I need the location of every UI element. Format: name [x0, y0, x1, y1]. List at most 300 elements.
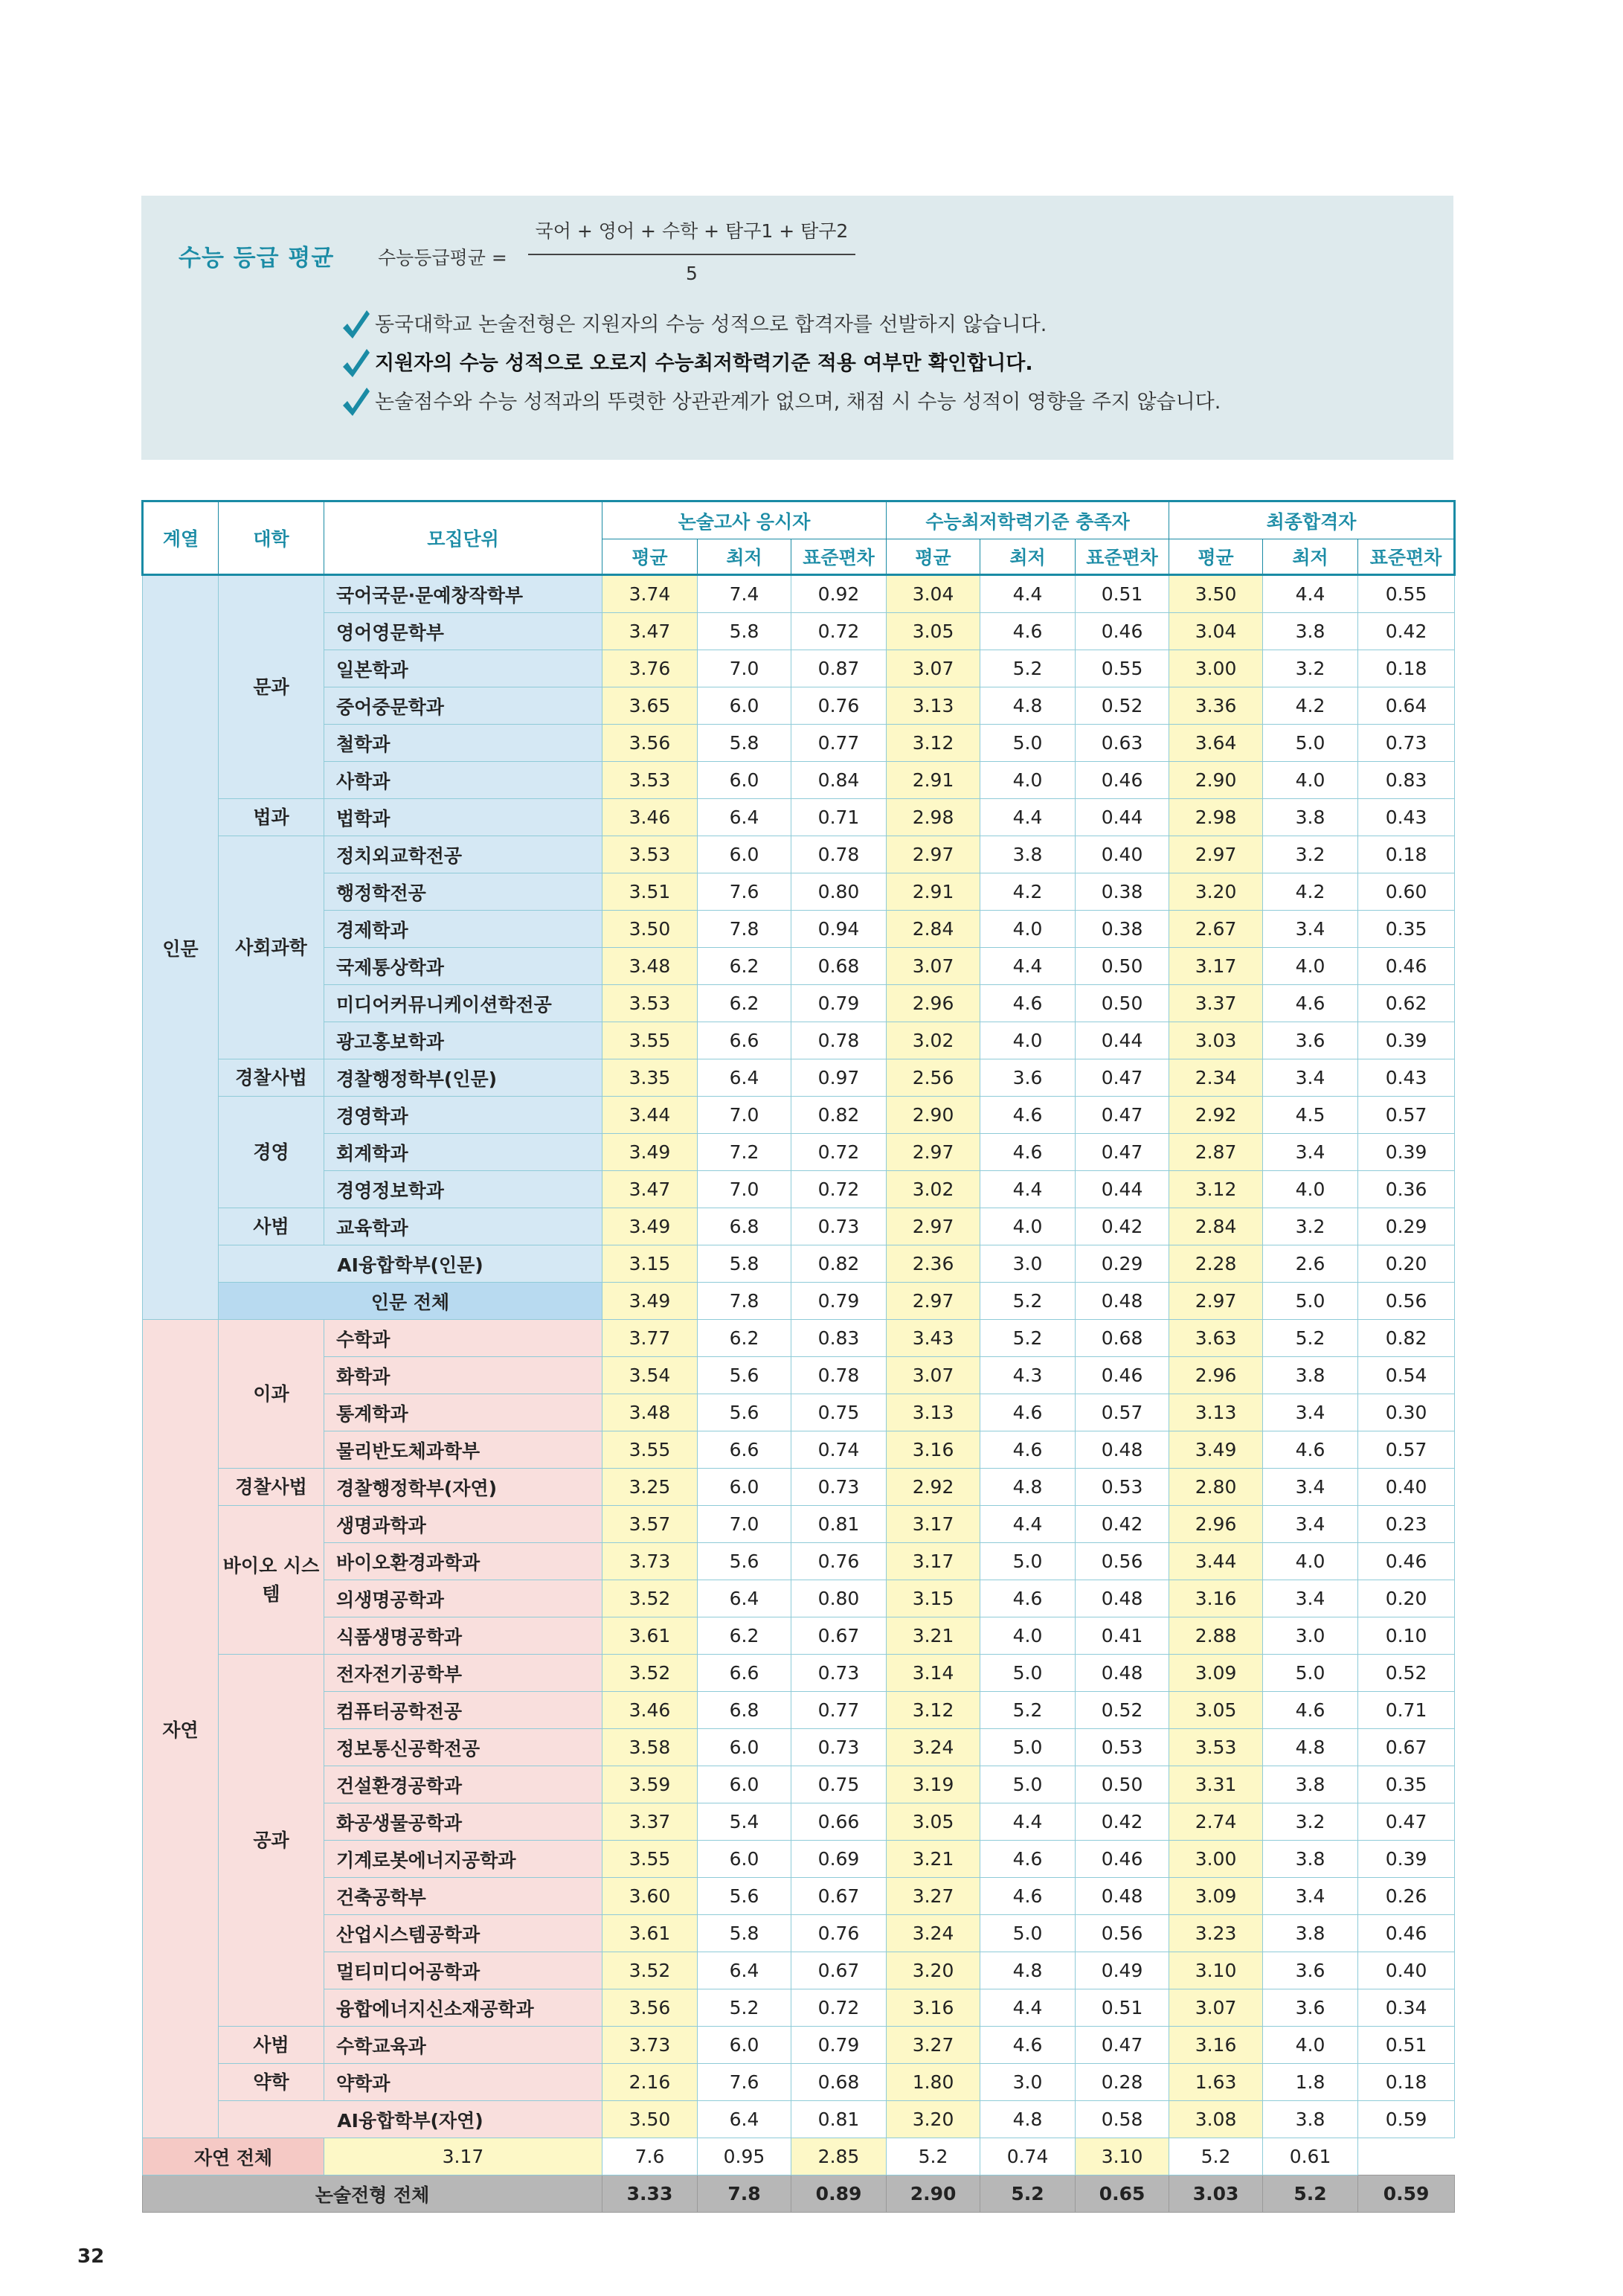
min-cell: 3.0 — [1263, 1617, 1358, 1655]
table-row — [143, 2138, 1455, 2175]
avg-cell: 2.97 — [887, 836, 980, 873]
table-row — [143, 1283, 1455, 1320]
college-cell: 이과 — [219, 1320, 324, 1469]
std-cell: 0.57 — [1076, 1394, 1169, 1431]
min-cell: 6.6 — [698, 1022, 791, 1059]
min-cell: 6.0 — [698, 762, 791, 799]
min-cell: 3.4 — [1263, 1134, 1358, 1171]
min-cell: 4.0 — [980, 762, 1076, 799]
std-cell: 0.80 — [791, 873, 887, 911]
table-row — [143, 1878, 1455, 1915]
avg-cell: 3.49 — [1169, 1431, 1263, 1469]
min-cell: 4.4 — [980, 1803, 1076, 1841]
std-cell: 0.46 — [1076, 1841, 1169, 1878]
college-cell: 바이오 시스템 — [219, 1506, 324, 1655]
avg-cell: 2.92 — [1169, 1097, 1263, 1134]
min-cell: 6.0 — [698, 836, 791, 873]
avg-cell: 2.36 — [887, 1245, 980, 1283]
std-cell: 0.76 — [791, 687, 887, 725]
std-cell: 0.67 — [791, 1878, 887, 1915]
table-row — [143, 1022, 1455, 1059]
avg-cell: 3.48 — [602, 948, 698, 985]
min-cell: 6.4 — [698, 1059, 791, 1097]
min-cell: 4.8 — [1263, 1729, 1358, 1766]
std-cell: 0.94 — [791, 911, 887, 948]
avg-cell: 2.98 — [887, 799, 980, 836]
college-cell: 사범 — [219, 1208, 324, 1245]
std-cell: 0.18 — [1358, 2064, 1455, 2101]
min-cell: 7.4 — [698, 575, 791, 613]
unit-cell: 식품생명공학과 — [324, 1617, 602, 1655]
min-cell: 4.6 — [980, 2027, 1076, 2064]
avg-cell: 3.52 — [602, 1580, 698, 1617]
min-cell: 5.2 — [698, 1989, 791, 2027]
min-cell: 2.6 — [1263, 1245, 1358, 1283]
avg-cell: 2.96 — [1169, 1506, 1263, 1543]
avg-cell: 3.56 — [602, 725, 698, 762]
min-cell: 4.6 — [980, 613, 1076, 650]
avg-cell: 3.25 — [602, 1469, 698, 1506]
grand-total-label: 논술전형 전체 — [143, 2175, 602, 2213]
std-cell: 0.66 — [791, 1803, 887, 1841]
std-cell: 0.58 — [1076, 2101, 1169, 2138]
std-cell: 0.57 — [1358, 1431, 1455, 1469]
avg-cell: 3.16 — [1169, 2027, 1263, 2064]
avg-cell: 3.50 — [1169, 575, 1263, 613]
min-cell: 5.2 — [1263, 2175, 1358, 2213]
min-cell: 4.6 — [980, 1580, 1076, 1617]
std-cell: 0.35 — [1358, 1766, 1455, 1803]
std-cell: 0.67 — [1358, 1729, 1455, 1766]
avg-cell: 3.37 — [1169, 985, 1263, 1022]
avg-cell: 3.76 — [602, 650, 698, 687]
min-cell: 5.6 — [698, 1878, 791, 1915]
avg-cell: 3.51 — [602, 873, 698, 911]
min-cell: 4.4 — [980, 1506, 1076, 1543]
std-cell: 0.72 — [791, 613, 887, 650]
std-cell: 0.52 — [1076, 687, 1169, 725]
unit-cell: 일본학과 — [324, 650, 602, 687]
table-row — [143, 1357, 1455, 1394]
std-cell: 0.67 — [791, 1952, 887, 1989]
table-row — [143, 1506, 1455, 1543]
std-cell: 0.65 — [1076, 2175, 1169, 2213]
unit-cell: 국어국문·문예창작학부 — [324, 575, 602, 613]
std-cell: 0.47 — [1076, 1097, 1169, 1134]
std-cell: 0.51 — [1076, 1989, 1169, 2027]
table-row — [143, 1803, 1455, 1841]
avg-cell: 3.19 — [887, 1766, 980, 1803]
unit-cell: 전자전기공학부 — [324, 1655, 602, 1692]
college-cell: 사범 — [219, 2027, 324, 2064]
avg-cell: 2.84 — [887, 911, 980, 948]
avg-cell: 3.00 — [1169, 1841, 1263, 1878]
avg-cell: 3.05 — [887, 613, 980, 650]
min-cell: 4.8 — [980, 1469, 1076, 1506]
avg-cell: 3.13 — [887, 687, 980, 725]
min-cell: 7.6 — [602, 2138, 698, 2175]
unit-cell: 국제통상학과 — [324, 948, 602, 985]
header-min: 최저 — [1263, 539, 1358, 575]
std-cell: 0.34 — [1358, 1989, 1455, 2027]
min-cell: 7.8 — [698, 911, 791, 948]
table-row — [143, 1617, 1455, 1655]
avg-cell: 3.73 — [602, 1543, 698, 1580]
avg-cell: 3.58 — [602, 1729, 698, 1766]
min-cell: 6.2 — [698, 985, 791, 1022]
min-cell: 4.0 — [1263, 1171, 1358, 1208]
min-cell: 5.8 — [698, 1245, 791, 1283]
min-cell: 3.4 — [1263, 1580, 1358, 1617]
subtotal-label: 인문 전체 — [219, 1283, 602, 1320]
header-avg: 평균 — [887, 539, 980, 575]
table-row — [143, 2027, 1455, 2064]
avg-cell: 3.46 — [602, 1692, 698, 1729]
min-cell: 4.5 — [1263, 1097, 1358, 1134]
min-cell: 4.6 — [980, 1394, 1076, 1431]
std-cell: 0.68 — [791, 2064, 887, 2101]
std-cell: 0.78 — [791, 1022, 887, 1059]
std-cell: 0.53 — [1076, 1729, 1169, 1766]
unit-cell: 산업시스템공학과 — [324, 1915, 602, 1952]
std-cell: 0.35 — [1358, 911, 1455, 948]
header-group-final: 최종합격자 — [1169, 501, 1455, 539]
info-title: 수능 등급 평균 — [179, 245, 335, 272]
std-cell: 0.75 — [791, 1394, 887, 1431]
avg-cell: 2.92 — [887, 1469, 980, 1506]
table-row — [143, 687, 1455, 725]
std-cell: 0.40 — [1076, 836, 1169, 873]
unit-cell: 수학교육과 — [324, 2027, 602, 2064]
avg-cell: 2.67 — [1169, 911, 1263, 948]
std-cell: 0.72 — [791, 1134, 887, 1171]
table-row — [143, 650, 1455, 687]
avg-cell: 3.10 — [1169, 1952, 1263, 1989]
std-cell: 0.39 — [1358, 1841, 1455, 1878]
unit-cell: 회계학과 — [324, 1134, 602, 1171]
table-row — [143, 2101, 1455, 2138]
min-cell: 5.8 — [698, 725, 791, 762]
avg-cell: 2.90 — [887, 2175, 980, 2213]
std-cell: 0.78 — [791, 836, 887, 873]
min-cell: 5.0 — [1263, 1655, 1358, 1692]
header-college: 대학 — [219, 501, 324, 575]
table-row — [143, 1469, 1455, 1506]
avg-cell: 3.09 — [1169, 1878, 1263, 1915]
std-cell: 0.56 — [1076, 1915, 1169, 1952]
avg-cell: 3.02 — [887, 1171, 980, 1208]
std-cell: 0.73 — [791, 1208, 887, 1245]
min-cell: 4.6 — [980, 1841, 1076, 1878]
header-min: 최저 — [698, 539, 791, 575]
avg-cell: 3.09 — [1169, 1655, 1263, 1692]
std-cell: 0.48 — [1076, 1580, 1169, 1617]
unit-cell: 통계학과 — [324, 1394, 602, 1431]
std-cell: 0.29 — [1358, 1208, 1455, 1245]
min-cell: 4.0 — [980, 1208, 1076, 1245]
min-cell: 3.4 — [1263, 911, 1358, 948]
avg-cell: 2.97 — [887, 1134, 980, 1171]
college-cell: 약학 — [219, 2064, 324, 2101]
avg-cell: 2.80 — [1169, 1469, 1263, 1506]
table-row — [143, 1580, 1455, 1617]
avg-cell: 3.15 — [887, 1580, 980, 1617]
std-cell: 0.51 — [1358, 2027, 1455, 2064]
min-cell: 3.4 — [1263, 1469, 1358, 1506]
std-cell: 0.46 — [1076, 613, 1169, 650]
std-cell: 0.48 — [1076, 1283, 1169, 1320]
std-cell: 0.76 — [791, 1543, 887, 1580]
min-cell: 5.2 — [980, 1283, 1076, 1320]
avg-cell: 3.20 — [887, 1952, 980, 1989]
table-header — [143, 501, 1455, 575]
unit-cell: 경영학과 — [324, 1097, 602, 1134]
min-cell: 6.2 — [698, 1320, 791, 1357]
avg-cell: 3.21 — [887, 1617, 980, 1655]
std-cell: 0.81 — [791, 1506, 887, 1543]
std-cell: 0.59 — [1358, 2101, 1455, 2138]
avg-cell: 3.24 — [887, 1915, 980, 1952]
avg-cell: 3.16 — [887, 1431, 980, 1469]
avg-cell: 3.12 — [887, 725, 980, 762]
min-cell: 1.8 — [1263, 2064, 1358, 2101]
min-cell: 3.8 — [1263, 1357, 1358, 1394]
std-cell: 0.47 — [1076, 2027, 1169, 2064]
std-cell: 0.52 — [1076, 1692, 1169, 1729]
min-cell: 4.6 — [980, 1097, 1076, 1134]
min-cell: 3.4 — [1263, 1878, 1358, 1915]
header-group-applicants: 논술고사 응시자 — [602, 501, 887, 539]
std-cell: 0.42 — [1358, 613, 1455, 650]
std-cell: 0.54 — [1358, 1357, 1455, 1394]
std-cell: 0.44 — [1076, 1171, 1169, 1208]
std-cell: 0.42 — [1076, 1506, 1169, 1543]
avg-cell: 3.05 — [1169, 1692, 1263, 1729]
min-cell: 4.8 — [980, 1952, 1076, 1989]
table-row — [143, 1543, 1455, 1580]
min-cell: 6.8 — [698, 1692, 791, 1729]
score-table — [141, 500, 1456, 2213]
formula-denominator: 5 — [686, 263, 698, 284]
std-cell: 0.57 — [1358, 1097, 1455, 1134]
std-cell: 0.73 — [791, 1469, 887, 1506]
avg-cell: 3.03 — [1169, 1022, 1263, 1059]
std-cell: 0.97 — [791, 1059, 887, 1097]
min-cell: 3.8 — [1263, 2101, 1358, 2138]
unit-cell: 정보통신공학전공 — [324, 1729, 602, 1766]
min-cell: 5.0 — [1263, 1283, 1358, 1320]
table-row — [143, 2064, 1455, 2101]
table-row — [143, 1320, 1455, 1357]
std-cell: 0.67 — [791, 1617, 887, 1655]
min-cell: 4.8 — [980, 2101, 1076, 2138]
avg-cell: 3.16 — [887, 1989, 980, 2027]
min-cell: 5.2 — [980, 1320, 1076, 1357]
unit-cell: 철학과 — [324, 725, 602, 762]
std-cell: 0.92 — [791, 575, 887, 613]
avg-cell: 3.60 — [602, 1878, 698, 1915]
std-cell: 0.87 — [791, 650, 887, 687]
header-unit: 모집단위 — [324, 501, 602, 575]
avg-cell: 3.43 — [887, 1320, 980, 1357]
avg-cell: 3.56 — [602, 1989, 698, 2027]
std-cell: 0.71 — [791, 799, 887, 836]
avg-cell: 2.97 — [887, 1208, 980, 1245]
avg-cell: 3.33 — [602, 2175, 698, 2213]
std-cell: 0.49 — [1076, 1952, 1169, 1989]
formula-numerator: 국어 + 영어 + 수학 + 탐구1 + 탐구2 — [535, 220, 849, 242]
unit-cell: 교육학과 — [324, 1208, 602, 1245]
bullet-item — [341, 306, 1221, 344]
unit-cell: 법학과 — [324, 799, 602, 836]
unit-cell: 영어영문학부 — [324, 613, 602, 650]
avg-cell: 3.61 — [602, 1617, 698, 1655]
bullet-item — [341, 344, 1221, 383]
min-cell: 4.6 — [980, 985, 1076, 1022]
std-cell: 0.23 — [1358, 1506, 1455, 1543]
avg-cell: 2.56 — [887, 1059, 980, 1097]
min-cell: 3.8 — [1263, 1841, 1358, 1878]
unit-cell: AI융합학부(인문) — [219, 1245, 602, 1283]
unit-cell: 수학과 — [324, 1320, 602, 1357]
std-cell: 0.30 — [1358, 1394, 1455, 1431]
avg-cell: 2.74 — [1169, 1803, 1263, 1841]
std-cell: 0.56 — [1076, 1543, 1169, 1580]
min-cell: 5.0 — [980, 1729, 1076, 1766]
min-cell: 5.6 — [698, 1543, 791, 1580]
table-row — [143, 762, 1455, 799]
unit-cell: AI융합학부(자연) — [219, 2101, 602, 2138]
std-cell: 0.48 — [1076, 1655, 1169, 1692]
std-cell: 0.79 — [791, 2027, 887, 2064]
std-cell: 0.47 — [1076, 1134, 1169, 1171]
avg-cell: 1.63 — [1169, 2064, 1263, 2101]
avg-cell: 3.53 — [602, 762, 698, 799]
avg-cell: 2.28 — [1169, 1245, 1263, 1283]
avg-cell: 3.37 — [602, 1803, 698, 1841]
min-cell: 7.2 — [698, 1134, 791, 1171]
unit-cell: 융합에너지신소재공학과 — [324, 1989, 602, 2027]
std-cell: 0.73 — [791, 1729, 887, 1766]
std-cell: 0.82 — [791, 1245, 887, 1283]
std-cell: 0.78 — [791, 1357, 887, 1394]
min-cell: 5.0 — [980, 1543, 1076, 1580]
std-cell: 0.39 — [1358, 1022, 1455, 1059]
avg-cell: 3.47 — [602, 613, 698, 650]
avg-cell: 2.97 — [887, 1283, 980, 1320]
subtotal-label: 자연 전체 — [143, 2138, 324, 2175]
table-row — [143, 1952, 1455, 1989]
avg-cell: 3.47 — [602, 1171, 698, 1208]
header-avg: 평균 — [1169, 539, 1263, 575]
std-cell: 0.89 — [791, 2175, 887, 2213]
bullet-item — [341, 383, 1221, 422]
min-cell: 4.0 — [980, 911, 1076, 948]
min-cell: 3.2 — [1263, 836, 1358, 873]
std-cell: 0.47 — [1358, 1803, 1455, 1841]
min-cell: 3.6 — [1263, 1989, 1358, 2027]
min-cell: 4.4 — [1263, 575, 1358, 613]
avg-cell: 2.88 — [1169, 1617, 1263, 1655]
header-series: 계열 — [143, 501, 219, 575]
std-cell: 0.75 — [791, 1766, 887, 1803]
unit-cell: 경찰행정학부(인문) — [324, 1059, 602, 1097]
bullet-text: 지원자의 수능 성적으로 오로지 수능최저학력기준 적용 여부만 확인합니다. — [375, 352, 1033, 375]
min-cell: 3.4 — [1263, 1394, 1358, 1431]
avg-cell: 1.80 — [887, 2064, 980, 2101]
avg-cell: 3.17 — [887, 1506, 980, 1543]
unit-cell: 의생명공학과 — [324, 1580, 602, 1617]
unit-cell: 화학과 — [324, 1357, 602, 1394]
min-cell: 5.0 — [980, 1766, 1076, 1803]
min-cell: 4.2 — [1263, 687, 1358, 725]
std-cell: 0.73 — [791, 1655, 887, 1692]
avg-cell: 3.44 — [1169, 1543, 1263, 1580]
avg-cell: 3.49 — [602, 1134, 698, 1171]
min-cell: 3.4 — [1263, 1506, 1358, 1543]
std-cell: 0.43 — [1358, 799, 1455, 836]
table-row — [143, 873, 1455, 911]
std-cell: 0.79 — [791, 1283, 887, 1320]
table-row — [143, 911, 1455, 948]
min-cell: 7.8 — [698, 1283, 791, 1320]
min-cell: 6.4 — [698, 799, 791, 836]
min-cell: 4.2 — [1263, 873, 1358, 911]
avg-cell: 3.44 — [602, 1097, 698, 1134]
avg-cell: 3.77 — [602, 1320, 698, 1357]
min-cell: 6.0 — [698, 1841, 791, 1878]
std-cell: 0.38 — [1076, 911, 1169, 948]
avg-cell: 3.04 — [1169, 613, 1263, 650]
std-cell: 0.50 — [1076, 985, 1169, 1022]
avg-cell: 3.65 — [602, 687, 698, 725]
min-cell: 5.6 — [698, 1394, 791, 1431]
min-cell: 4.0 — [1263, 2027, 1358, 2064]
min-cell: 5.0 — [980, 1655, 1076, 1692]
bullet-text: 동국대학교 논술전형은 지원자의 수능 성적으로 합격자를 선발하지 않습니다. — [375, 313, 1047, 336]
std-cell: 0.47 — [1076, 1059, 1169, 1097]
college-cell: 경영 — [219, 1097, 324, 1208]
table-row — [143, 575, 1455, 613]
avg-cell: 3.20 — [887, 2101, 980, 2138]
avg-cell: 2.84 — [1169, 1208, 1263, 1245]
avg-cell: 3.27 — [887, 1878, 980, 1915]
grand-total-row — [143, 2175, 1455, 2213]
avg-cell: 3.23 — [1169, 1915, 1263, 1952]
avg-cell: 3.17 — [324, 2138, 602, 2175]
min-cell: 5.2 — [1169, 2138, 1263, 2175]
unit-cell: 화공생물공학과 — [324, 1803, 602, 1841]
checkmark-icon — [341, 307, 370, 343]
std-cell: 0.83 — [1358, 762, 1455, 799]
avg-cell: 2.90 — [887, 1097, 980, 1134]
college-cell: 법과 — [219, 799, 324, 836]
min-cell: 5.8 — [698, 1915, 791, 1952]
avg-cell: 2.91 — [887, 762, 980, 799]
avg-cell: 3.59 — [602, 1766, 698, 1803]
college-cell: 공과 — [219, 1655, 324, 2027]
min-cell: 4.6 — [980, 1878, 1076, 1915]
std-cell: 0.55 — [1076, 650, 1169, 687]
avg-cell: 3.55 — [602, 1841, 698, 1878]
min-cell: 6.8 — [698, 1208, 791, 1245]
avg-cell: 3.27 — [887, 2027, 980, 2064]
avg-cell: 3.17 — [887, 1543, 980, 1580]
header-avg: 평균 — [602, 539, 698, 575]
table-row — [143, 836, 1455, 873]
min-cell: 3.8 — [1263, 799, 1358, 836]
table-row — [143, 1692, 1455, 1729]
